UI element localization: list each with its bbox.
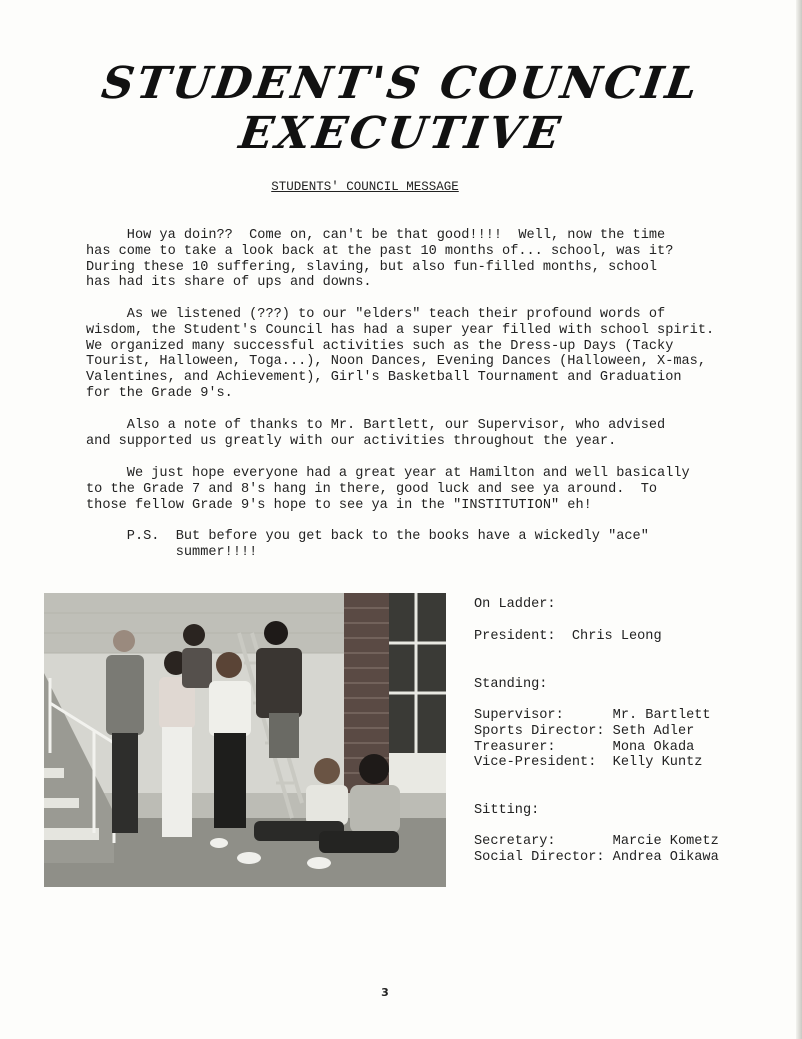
page-number: 3: [381, 986, 389, 999]
paragraph-4: We just hope everyone had a great year at Hamilton and well basically to the Grade 7 and 8's hang in there, good luck and see ya around. To those fellow Grade 9's hope to see ya in the "INSTITUTION" eh!: [86, 466, 690, 513]
paragraph-3: Also a note of thanks to Mr. Bartlett, our Supervisor, who advised and supported us greatly with our activities throughout the year.: [86, 418, 666, 449]
group-photo: [44, 593, 446, 887]
caption-president: President: Chris Leong: [474, 629, 662, 644]
message-heading: STUDENTS' COUNCIL MESSAGE: [271, 180, 459, 194]
paragraph-2: As we listened (???) to our "elders" teach their profound words of wisdom, the Student's Council has had a super year filled with school spirit. We organized many successful activities such as the Dress-up Days (Tacky Tourist, Halloween, Toga...), Noon Dances, Evening Dances (Halloween, X-mas, Valentines, and Achievement), Girl's Basketball Tournament and Graduation for the Grade 9's.: [86, 307, 715, 401]
postscript: P.S. But before you get back to the books have a wickedly "ace" summer!!!!: [126, 529, 649, 560]
caption-standing: Standing:: [474, 677, 548, 692]
paragraph-1: How ya doin?? Come on, can't be that good!!!! Well, now the time has come to take a look back at the past 10 months of... school, was it? During these 10 suffering, slaving, but also fun-filled months, school has had its share of ups and downs.: [86, 228, 674, 291]
caption-sitting-list: Secretary: Marcie Kometz Social Director: Andrea Oikawa: [474, 834, 719, 865]
caption-sitting: Sitting:: [474, 803, 540, 818]
caption-on-ladder: On Ladder:: [474, 597, 556, 612]
page-title-line-2: EXECUTIVE: [236, 108, 566, 159]
page-title-line-1: STUDENT'S COUNCIL: [98, 58, 704, 109]
caption-standing-list: Supervisor: Mr. Bartlett Sports Director: Seth Adler Treasurer: Mona Okada Vice-President: Kelly Kuntz: [474, 708, 711, 771]
